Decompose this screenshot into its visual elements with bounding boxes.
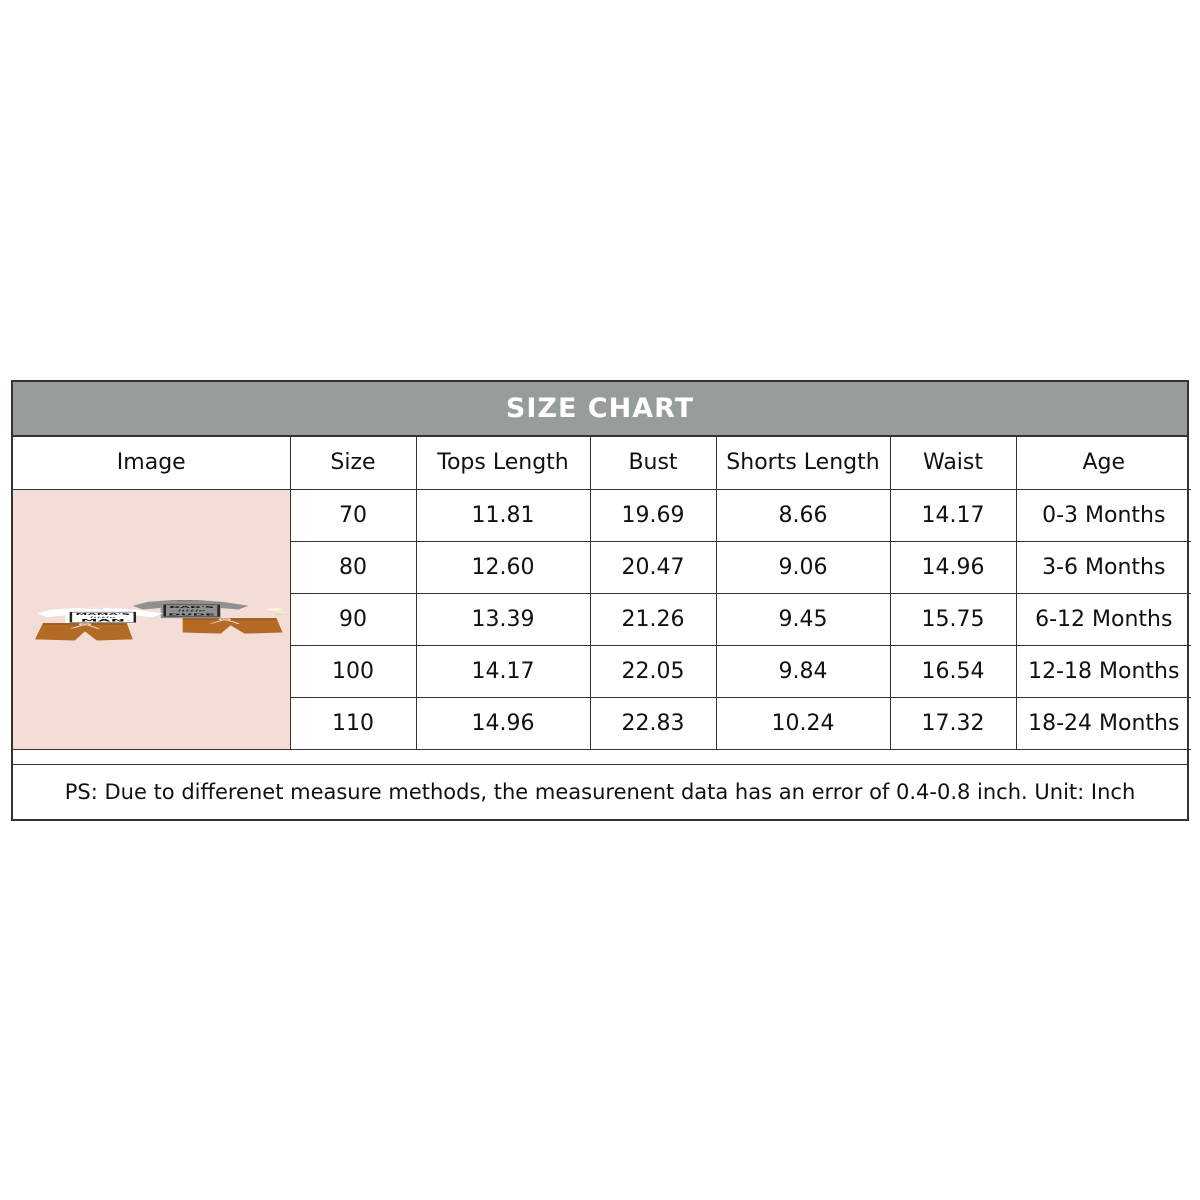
column-header-image: Image: [13, 437, 290, 489]
cell-age: 18-24 Months: [1016, 697, 1191, 749]
column-header-tops-length: Tops Length: [416, 437, 590, 489]
measurement-note: PS: Due to differenet measure methods, the measurenent data has an error of 0.4-0.8 inch. Unit: Inch: [13, 764, 1187, 819]
cell-tops-length: 14.96: [416, 697, 590, 749]
grey-shirt-text-line3: DUDE: [168, 612, 216, 616]
column-header-age: Age: [1016, 437, 1191, 489]
chart-title: SIZE CHART: [13, 382, 1187, 437]
white-shirt-text-line1: MAMA'S: [75, 612, 131, 616]
size-chart: [11, 380, 1189, 821]
cell-size: 90: [290, 593, 416, 645]
cell-bust: 19.69: [590, 489, 716, 541]
cell-age: 0-3 Months: [1016, 489, 1191, 541]
cell-age: 12-18 Months: [1016, 645, 1191, 697]
column-header-size: Size: [290, 437, 416, 489]
cell-size: 70: [290, 489, 416, 541]
cell-size: 80: [290, 541, 416, 593]
cell-waist: 14.96: [890, 541, 1016, 593]
cell-waist: 14.17: [890, 489, 1016, 541]
cell-waist: 16.54: [890, 645, 1016, 697]
cell-shorts-length: 8.66: [716, 489, 890, 541]
grey-shirt-text-line2: little: [177, 609, 206, 612]
cell-waist: 17.32: [890, 697, 1016, 749]
cell-bust: 20.47: [590, 541, 716, 593]
cell-shorts-length: 9.84: [716, 645, 890, 697]
cell-size: 110: [290, 697, 416, 749]
cell-age: 3-6 Months: [1016, 541, 1191, 593]
grey-shirt-text-line1: DAD'S: [169, 605, 215, 609]
header-row: [13, 437, 1191, 489]
cell-size: 100: [290, 645, 416, 697]
cell-bust: 21.26: [590, 593, 716, 645]
column-header-bust: Bust: [590, 437, 716, 489]
cell-shorts-length: 10.24: [716, 697, 890, 749]
column-header-waist: Waist: [890, 437, 1016, 489]
table-row: [13, 489, 1191, 541]
cell-tops-length: 11.81: [416, 489, 590, 541]
column-header-shorts-length: Shorts Length: [716, 437, 890, 489]
cell-bust: 22.05: [590, 645, 716, 697]
cell-waist: 15.75: [890, 593, 1016, 645]
white-shirt-text-line3: MAN: [80, 618, 125, 622]
size-table: [13, 437, 1191, 750]
product-image-cell: [13, 489, 290, 749]
cell-tops-length: 12.60: [416, 541, 590, 593]
white-shirt-text-line2: little: [89, 615, 116, 618]
cell-tops-length: 13.39: [416, 593, 590, 645]
cell-tops-length: 14.17: [416, 645, 590, 697]
cell-bust: 22.83: [590, 697, 716, 749]
cell-shorts-length: 9.06: [716, 541, 890, 593]
product-photo: [13, 594, 290, 645]
cell-shorts-length: 9.45: [716, 593, 890, 645]
cell-age: 6-12 Months: [1016, 593, 1191, 645]
